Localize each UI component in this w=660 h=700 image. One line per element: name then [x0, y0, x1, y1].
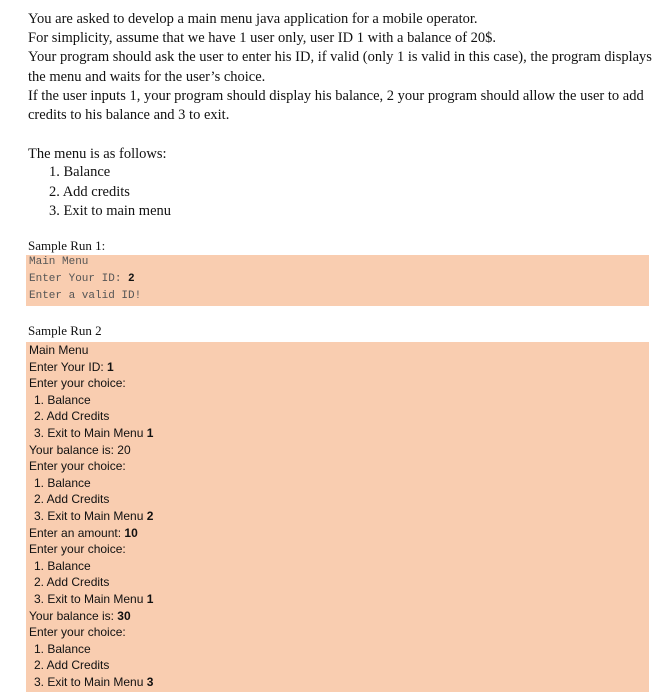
- console-text: 2. Add Credits: [34, 658, 110, 673]
- console-line: [29, 459, 126, 473]
- console-text: Enter Your ID:: [29, 359, 108, 374]
- console-text: 1. Balance: [34, 558, 91, 573]
- console-text: 1. Balance: [34, 475, 91, 490]
- intro-text: [28, 10, 658, 125]
- console-line: [29, 343, 88, 357]
- console-line: [29, 625, 126, 639]
- intro-paragraph-3: Your program should ask the user to enter his ID, if valid (only 1 is valid in this case), the program displays the menu and waits for the user’s choice.: [28, 49, 652, 85]
- console-text: Your balance is: 20: [29, 442, 131, 457]
- sample-run-1-console: [26, 255, 649, 306]
- console-user-input: 1: [107, 359, 114, 374]
- console-text: Enter your choice:: [29, 459, 126, 474]
- sample-run-2-title: Sample Run 2: [28, 323, 102, 338]
- menu-item-exit: 3. Exit to main menu: [49, 203, 172, 219]
- console-line: [29, 360, 114, 374]
- console-text: Main Menu: [29, 343, 89, 357]
- console-text: 2. Add Credits: [34, 409, 110, 424]
- console-line: [29, 376, 126, 390]
- console-line: [34, 409, 109, 423]
- console-line: [34, 559, 91, 573]
- menu-item-add-credits: 2. Add credits: [49, 183, 130, 200]
- console-line: [29, 609, 131, 623]
- console-line: [34, 393, 91, 407]
- console-line: [34, 509, 153, 523]
- menu-title: The menu is as follows:: [28, 146, 167, 162]
- console-line: [34, 575, 109, 589]
- console-line: [34, 476, 91, 490]
- console-user-input: 1: [146, 426, 154, 440]
- console-text: 1. Balance: [34, 392, 91, 407]
- console-line: [34, 642, 91, 656]
- console-line: [29, 443, 131, 457]
- console-line: [34, 658, 109, 672]
- console-line: [34, 426, 153, 440]
- console-user-input: 2: [146, 509, 154, 523]
- console-text: 2. Add Credits: [34, 492, 110, 507]
- console-text: Enter your choice:: [29, 376, 126, 391]
- console-text: Enter your choice:: [29, 625, 126, 640]
- console-user-input: 30: [117, 608, 131, 623]
- console-text: 3. Exit to Main Menu: [34, 426, 147, 440]
- console-text: Your balance is:: [29, 608, 118, 623]
- console-text: 1. Balance: [34, 641, 91, 656]
- console-text: 2. Add Credits: [34, 575, 110, 590]
- console-line: Main Menu: [29, 256, 89, 268]
- menu-item-balance: 1. Balance: [49, 164, 111, 180]
- menu-list: [49, 163, 171, 222]
- console-line: [29, 542, 126, 556]
- sample-run-1-title: Sample Run 1:: [28, 238, 106, 253]
- console-user-input: 10: [124, 525, 138, 540]
- intro-paragraph-1: You are asked to develop a main menu java application for a mobile operator.: [28, 11, 478, 27]
- console-text: Enter an amount:: [29, 525, 125, 540]
- console-line: [34, 492, 109, 506]
- console-user-input: 1: [146, 592, 154, 606]
- intro-paragraph-4: If the user inputs 1, your program should display his balance, 2 your program should allow the user to add credits to his balance and 3 to exit.: [28, 87, 644, 124]
- console-line: [29, 273, 135, 285]
- intro-paragraph-2: For simplicity, assume that we have 1 user only, user ID 1 with a balance of 20$.: [28, 30, 497, 47]
- console-line: Enter a valid ID!: [29, 290, 142, 302]
- console-line: [34, 592, 153, 606]
- console-prompt: Enter Your ID:: [29, 273, 129, 285]
- console-text: 3. Exit to Main Menu: [34, 675, 147, 689]
- console-user-input: 2: [128, 273, 135, 285]
- console-line: [29, 526, 138, 540]
- console-text: 3. Exit to Main Menu: [34, 592, 147, 606]
- console-text: 3. Exit to Main Menu: [34, 509, 147, 523]
- sample-run-2-console: [26, 342, 649, 692]
- console-line: [34, 675, 153, 689]
- console-text: Enter your choice:: [29, 542, 126, 557]
- console-user-input: 3: [146, 675, 154, 689]
